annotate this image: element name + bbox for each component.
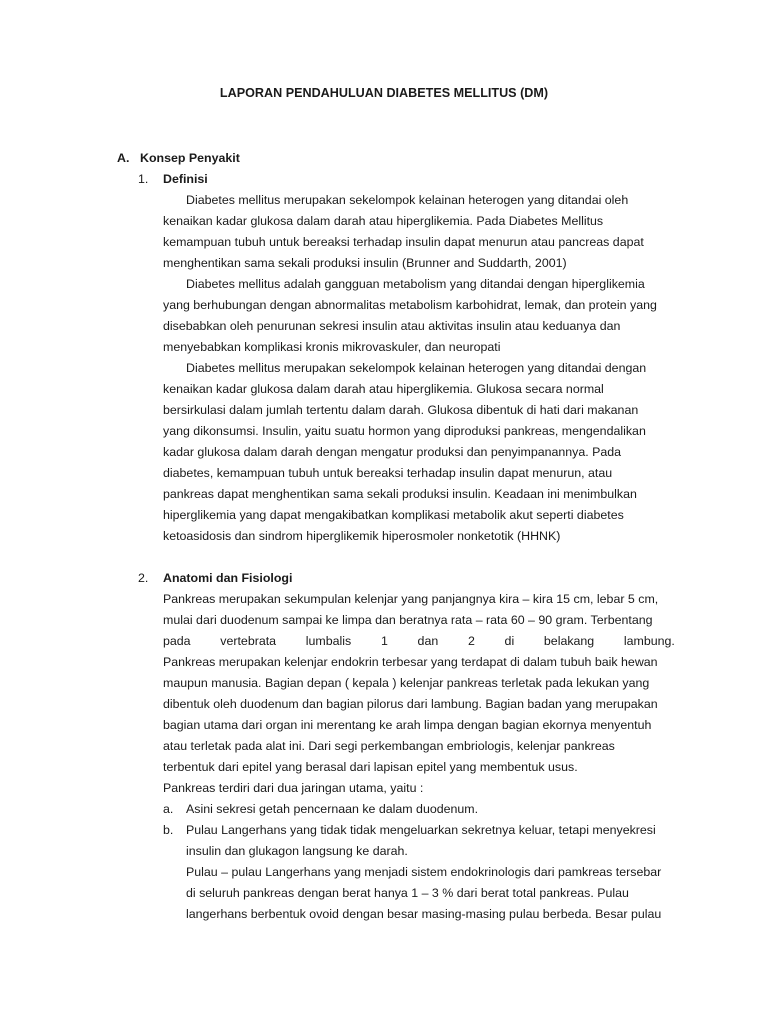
section-a-heading: Konsep Penyakit <box>140 151 240 165</box>
paragraph-line: bagian utama dari organ ini merentang ke arah limpa dengan bagian ekornya menyentuh <box>163 718 652 732</box>
list-b-line: Pulau Langerhans yang tidak tidak mengeluarkan sekretnya keluar, tetapi menyekresi <box>186 823 656 837</box>
paragraph-line: pankreas dapat menghentikan sama sekali produksi insulin. Keadaan ini menimbulkan <box>163 487 637 501</box>
list-b-line: insulin dan glukagon langsung ke darah. <box>186 844 408 858</box>
paragraph-line: Diabetes mellitus merupakan sekelompok kelainan heterogen yang ditandai oleh <box>186 193 629 207</box>
paragraph-line: kenaikan kadar glukosa dalam darah atau hiperglikemia. Pada Diabetes Mellitus <box>163 214 604 228</box>
paragraph-line: menghentikan sama sekali produksi insulin (Brunner and Suddarth, 2001) <box>163 256 567 270</box>
paragraph-line: kenaikan kadar glukosa dalam darah atau hiperglikemia. Glukosa secara normal <box>163 382 604 396</box>
word: belakang <box>543 634 595 648</box>
word: 1 <box>380 634 388 648</box>
word: pada <box>163 634 191 648</box>
subsection-2-heading: Anatomi dan Fisiologi <box>163 571 293 585</box>
paragraph-line: terbentuk dari epitel yang berasal dari lapisan epitel yang membentuk usus. <box>163 760 578 774</box>
word: di <box>504 634 515 648</box>
list-b-marker: b. <box>163 823 174 837</box>
paragraph-line: kemampuan tubuh untuk bereaksi terhadap insulin dapat menurun atau pancreas dapat <box>163 235 644 249</box>
paragraph-line: Pankreas terdiri dari dua jaringan utama, yaitu : <box>163 781 424 795</box>
list-b-line: di seluruh pankreas dengan berat hanya 1 – 3 % dari berat total pankreas. Pulau <box>186 886 629 900</box>
paragraph-line: hiperglikemia yang dapat mengakibatkan komplikasi metabolik akut seperti diabetes <box>163 508 624 522</box>
word: 2 <box>467 634 475 648</box>
word: vertebrata <box>220 634 277 648</box>
paragraph-line: Diabetes mellitus merupakan sekelompok kelainan heterogen yang ditandai dengan <box>186 361 647 375</box>
paragraph-line: Diabetes mellitus adalah gangguan metabolism yang ditandai dengan hiperglikemia <box>186 277 645 291</box>
list-a-text: Asini sekresi getah pencernaan ke dalam duodenum. <box>186 802 479 816</box>
paragraph-line: kadar glukosa dalam darah dengan mengatur produksi dan penyimpanannya. Pada <box>163 445 622 459</box>
subsection-1-heading: Definisi <box>163 172 208 186</box>
list-a-marker: a. <box>163 802 174 816</box>
paragraph-line: Pankreas merupakan kelenjar endokrin terbesar yang terdapat di dalam tubuh baik hewan <box>163 655 658 669</box>
paragraph-line: diabetes, kemampuan tubuh untuk bereaksi terhadap insulin dapat menurun, atau <box>163 466 613 480</box>
paragraph-line: ketoasidosis dan sindrom hiperglikemik hiperosmoler nonketotik (HHNK) <box>163 529 561 543</box>
paragraph-line: disebabkan oleh penurunan sekresi insulin atau aktivitas insulin atau keduanya dan <box>163 319 621 333</box>
word: lambung. <box>623 634 675 648</box>
word: dan <box>417 634 439 648</box>
document-title: LAPORAN PENDAHULUAN DIABETES MELLITUS (DM) <box>219 86 549 100</box>
list-b-line: langerhans berbentuk ovoid dengan besar masing-masing pulau berbeda. Besar pulau <box>186 907 662 921</box>
list-b-line: Pulau – pulau Langerhans yang menjadi sistem endokrinologis dari pamkreas tersebar <box>186 865 662 879</box>
subsection-1-marker: 1. <box>138 172 149 186</box>
spread-line <box>163 633 675 649</box>
word: lumbalis <box>305 634 352 648</box>
paragraph-line: Pankreas merupakan sekumpulan kelenjar yang panjangnya kira – kira 15 cm, lebar 5 cm, <box>163 592 659 606</box>
paragraph-line: yang dikonsumsi. Insulin, yaitu suatu hormon yang diproduksi pankreas, mengendalikan <box>163 424 646 438</box>
paragraph-line: atau terletak pada alat ini. Dari segi perkembangan embriologis, kelenjar pankreas <box>163 739 615 753</box>
section-a-marker: A. <box>117 151 130 165</box>
paragraph-line: maupun manusia. Bagian depan ( kepala ) kelenjar pankreas terletak pada lekukan yang <box>163 676 650 690</box>
paragraph-line: dibentuk oleh duodenum dan bagian pilorus dari lambung. Bagian badan yang merupakan <box>163 697 658 711</box>
paragraph-line: menyebabkan komplikasi kronis mikrovaskuler, dan neuropati <box>163 340 501 354</box>
subsection-2-marker: 2. <box>138 571 149 585</box>
paragraph-line: yang berhubungan dengan abnormalitas metabolism karbohidrat, lemak, dan protein yang <box>163 298 657 312</box>
paragraph-line: mulai dari duodenum sampai ke limpa dan beratnya rata – rata 60 – 90 gram. Terbentang <box>163 613 653 627</box>
paragraph-line: bersirkulasi dalam jumlah tertentu dalam darah. Glukosa dibentuk di hati dari makanan <box>163 403 639 417</box>
